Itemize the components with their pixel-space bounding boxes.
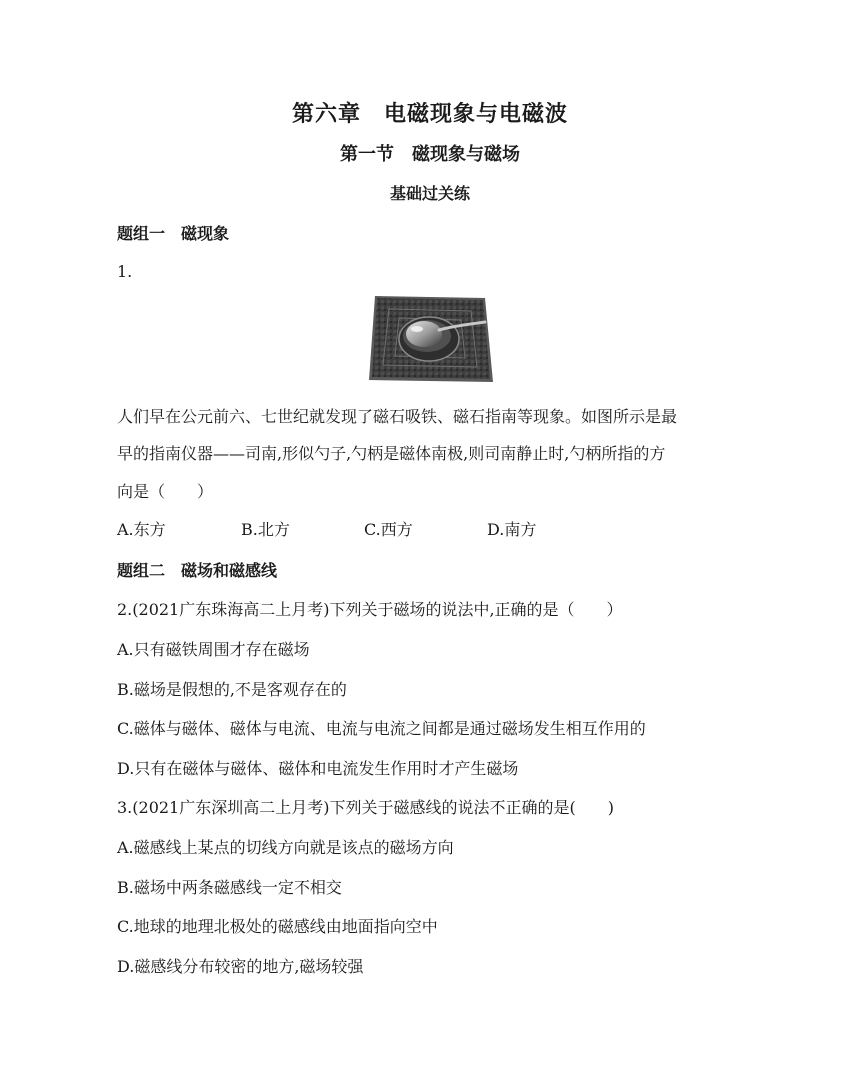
question2-option-d: D.只有在磁体与磁体、磁体和电流发生作用时才产生磁场 [117, 759, 519, 778]
question1-option-d: D.南方 [487, 520, 537, 539]
chapter-title: 第六章 电磁现象与电磁波 [291, 102, 568, 127]
question3-option-b: B.磁场中两条磁感线一定不相交 [117, 878, 342, 897]
question3-stem: 3.(2021广东深圳高二上月考)下列关于磁感线的说法不正确的是( ) [117, 798, 614, 817]
question3-option-d: D.磁感线分布较密的地方,磁场较强 [117, 957, 364, 976]
question1-option-a: A.东方 [117, 520, 166, 539]
question1-number: 1. [117, 262, 133, 281]
question1-option-b: B.北方 [241, 520, 290, 539]
question1-stem-line1: 人们早在公元前六、七世纪就发现了磁石吸铁、磁石指南等现象。如图所示是最 [117, 407, 678, 426]
sinan-compass-illustration [369, 294, 493, 384]
question2-option-c: C.磁体与磁体、磁体与电流、电流与电流之间都是通过磁场发生相互作用的 [117, 719, 646, 738]
question2-option-b: B.磁场是假想的,不是客观存在的 [117, 680, 347, 699]
group1-heading: 题组一 磁现象 [117, 224, 230, 243]
exercise-title: 基础过关练 [389, 184, 470, 203]
question3-option-a: A.磁感线上某点的切线方向就是该点的磁场方向 [117, 838, 454, 857]
question1-stem-line3: 向是（ ） [117, 482, 214, 501]
section-title: 第一节 磁现象与磁场 [340, 144, 520, 165]
question2-stem: 2.(2021广东珠海高二上月考)下列关于磁场的说法中,正确的是（ ） [117, 600, 623, 619]
question1-stem-line2: 早的指南仪器——司南,形似勺子,勺柄是磁体南极,则司南静止时,勺柄所指的方 [117, 444, 666, 463]
question2-option-a: A.只有磁铁周围才存在磁场 [117, 640, 310, 659]
question3-option-c: C.地球的地理北极处的磁感线由地面指向空中 [117, 917, 438, 936]
group2-heading: 题组二 磁场和磁感线 [117, 561, 278, 580]
question1-option-c: C.西方 [364, 520, 413, 539]
sinan-compass-image [369, 294, 493, 384]
